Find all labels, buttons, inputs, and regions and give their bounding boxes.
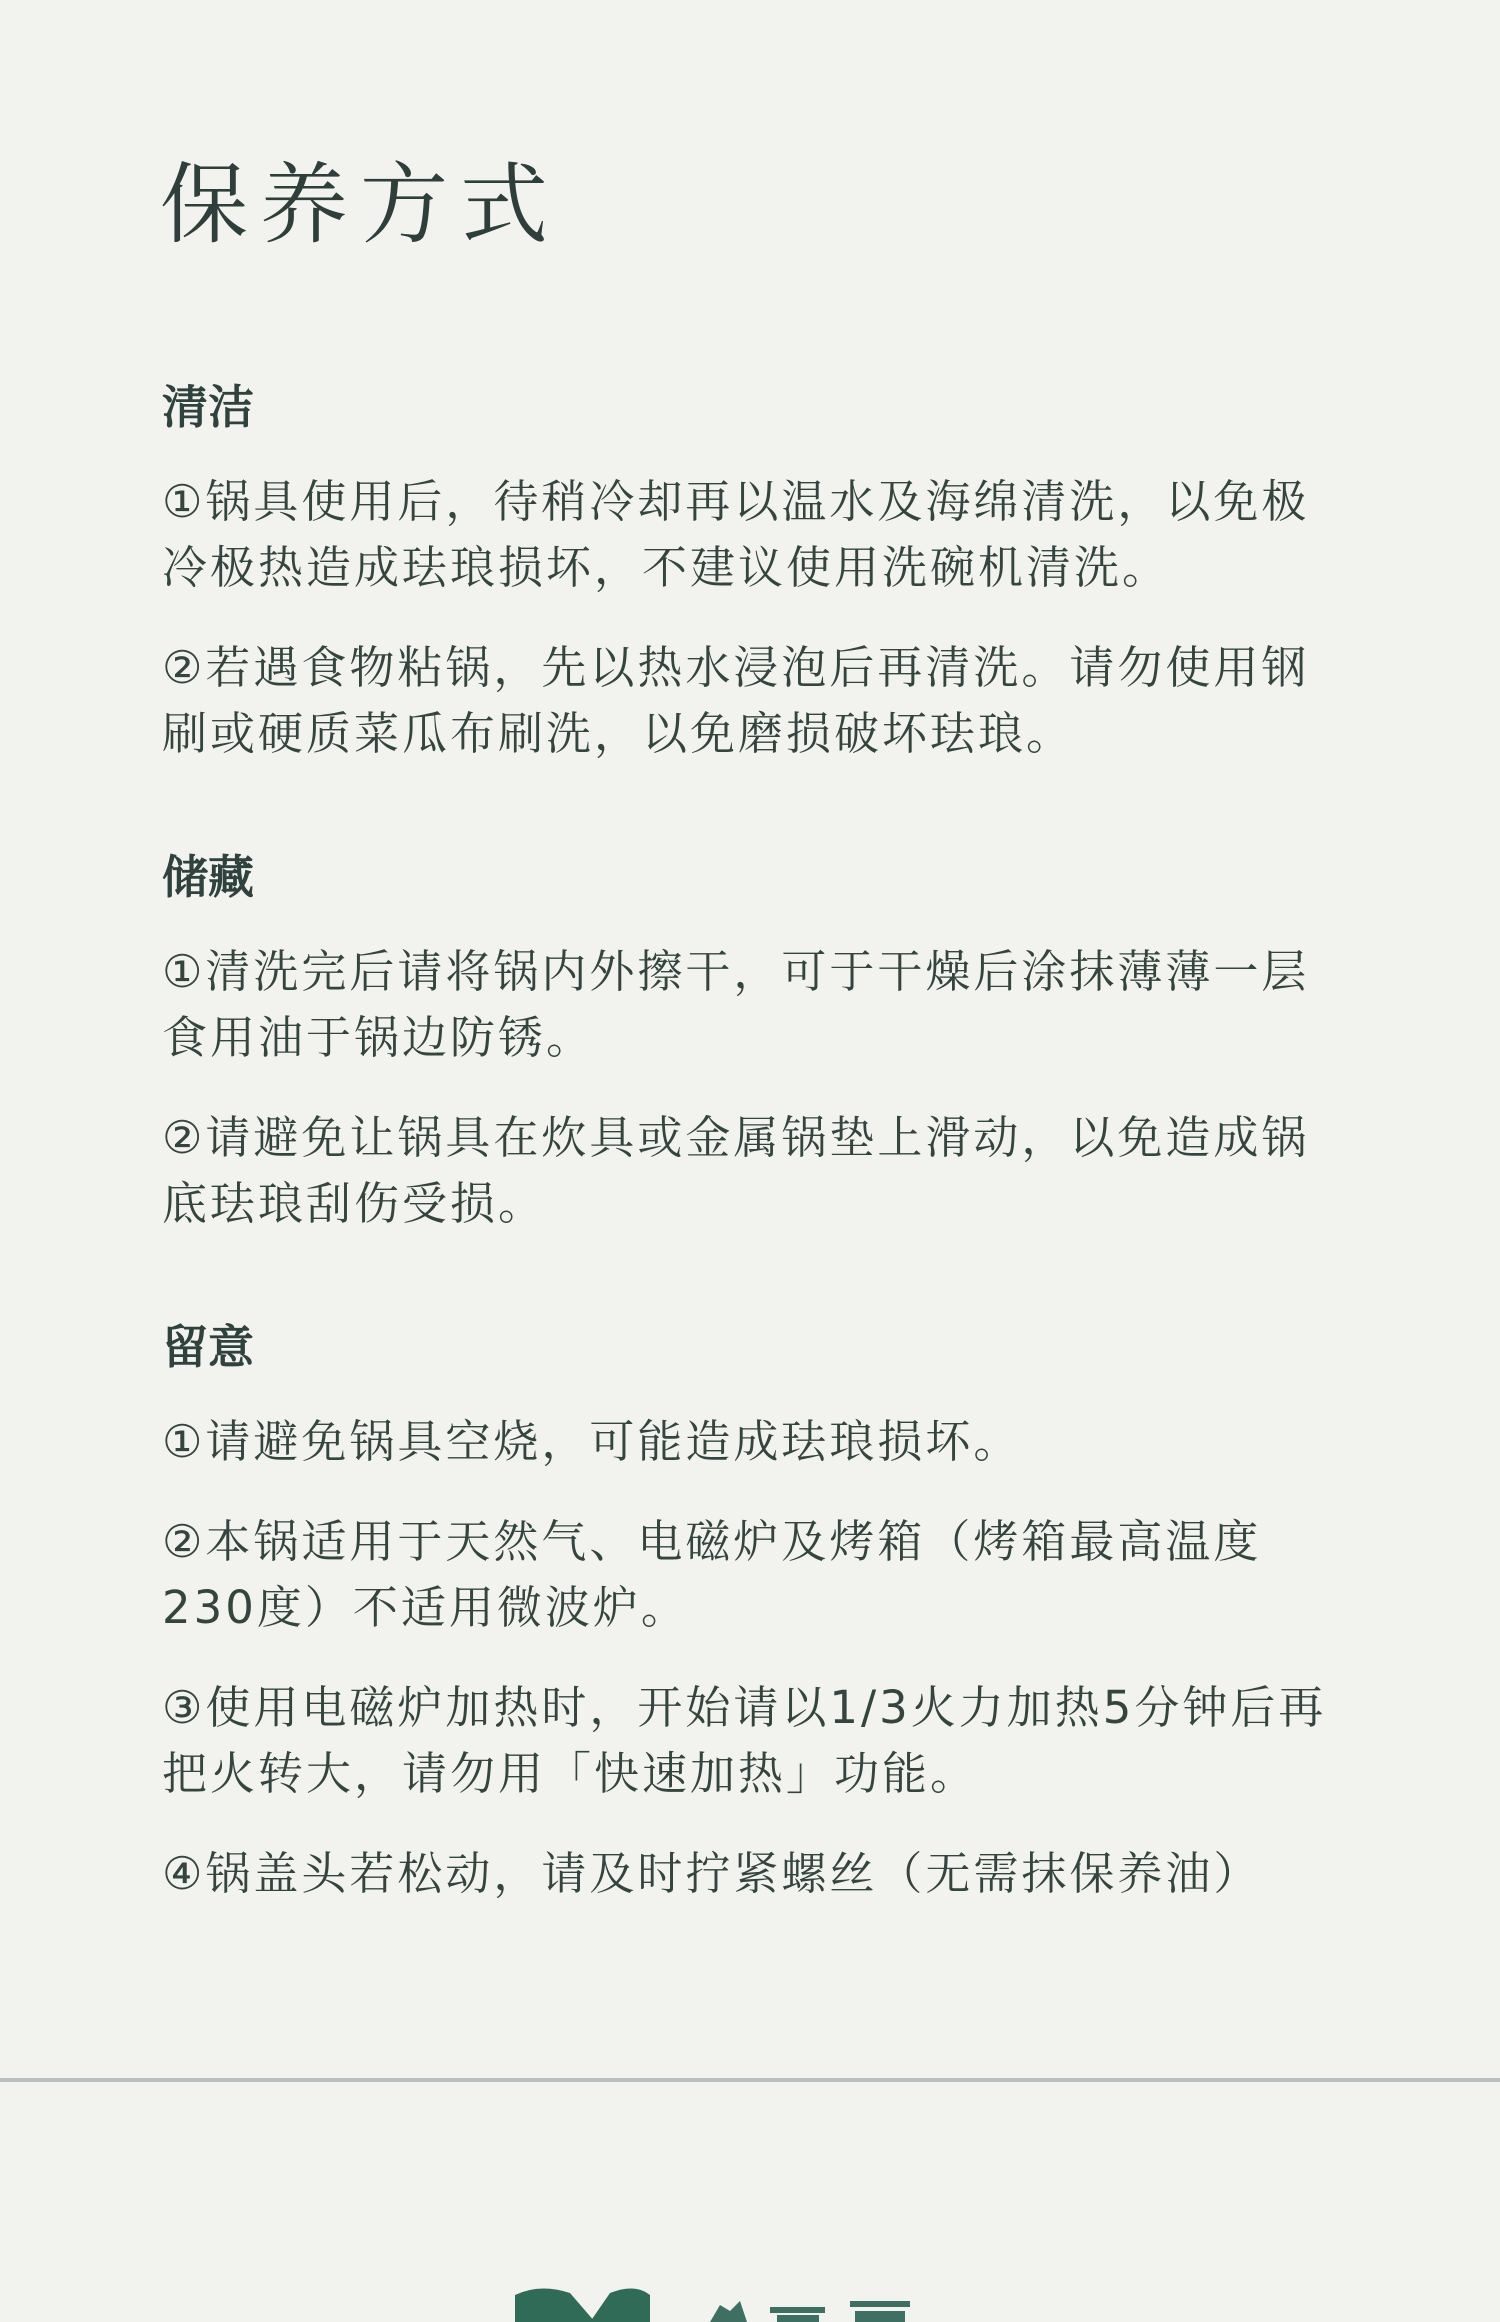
section-notice — [162, 1315, 1342, 1907]
notice-item-4: ④锅盖头若松动，请及时拧紧螺丝（无需抹保养油） — [162, 1847, 1262, 1900]
divider — [0, 2078, 1500, 2082]
storage-item-2: ②请避免让锅具在炊具或金属锅垫上滑动，以免造成锅底珐琅刮伤受损。 — [162, 1111, 1310, 1230]
cleaning-item-2: ②若遇食物粘锅，先以热水浸泡后再清洗。请勿使用钢刷或硬质菜瓜布刷洗，以免磨损破坏珐琅。 — [162, 641, 1310, 760]
notice-item-3: ③使用电磁炉加热时，开始请以1/3火力加热5分钟后再把火转大，请勿用「快速加热」功能。 — [162, 1681, 1327, 1800]
section-heading-storage: 储藏 — [162, 850, 254, 904]
section-heading-notice: 留意 — [162, 1320, 254, 1374]
notice-item-2: ②本锅适用于天然气、电磁炉及烤箱（烤箱最高温度230度）不适用微波炉。 — [162, 1515, 1262, 1634]
page-title: 保养方式 — [160, 153, 561, 256]
notice-item-1: ①请避免锅具空烧，可能造成珐琅损坏。 — [162, 1415, 1022, 1468]
storage-item-1: ①清洗完后请将锅内外擦干，可于干燥后涂抹薄薄一层食用油于锅边防锈。 — [162, 945, 1310, 1064]
section-cleaning — [162, 375, 1342, 767]
cleaning-item-1: ①锅具使用后，待稍冷却再以温水及海绵清洗，以免极冷极热造成珐琅损坏，不建议使用洗碗机清洗。 — [162, 475, 1310, 594]
section-storage — [162, 845, 1342, 1237]
section-heading-cleaning: 清洁 — [162, 380, 254, 434]
brand-logo-icon — [515, 2285, 1115, 2322]
brand-logo — [515, 2285, 1115, 2322]
